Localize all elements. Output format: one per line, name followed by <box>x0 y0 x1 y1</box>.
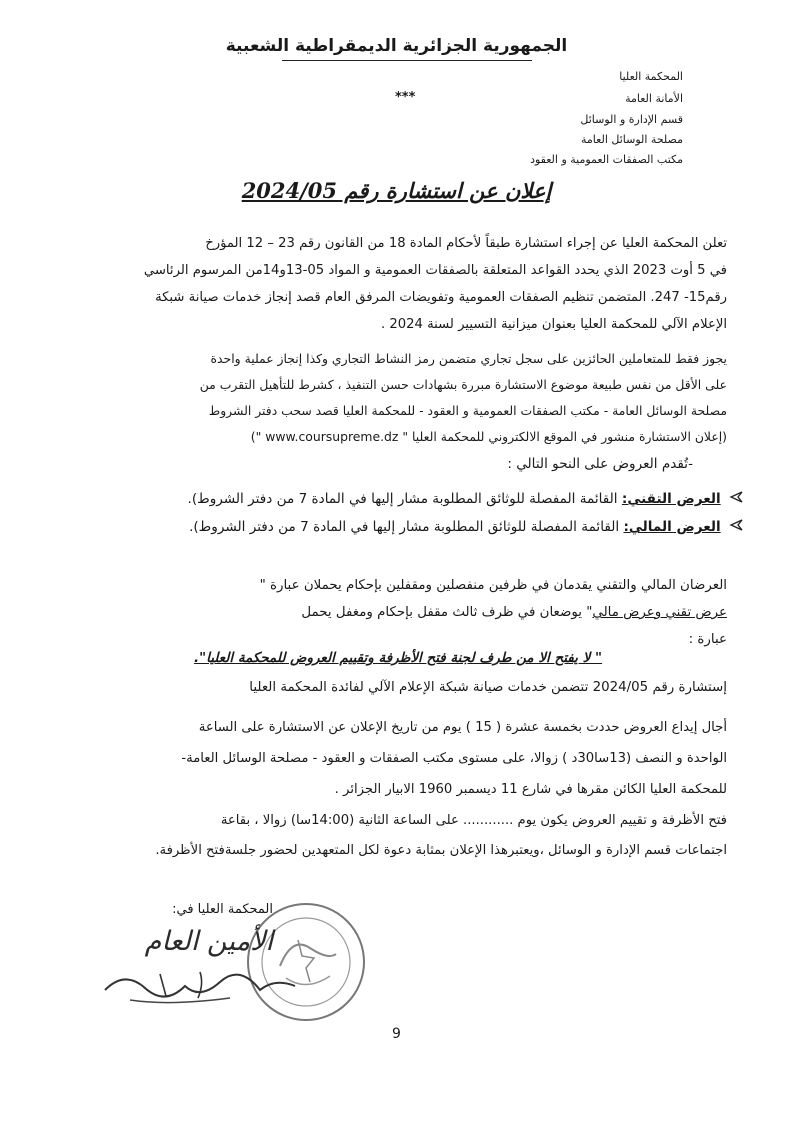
arrow-bullet-icon <box>725 514 743 540</box>
paragraph-3 <box>67 572 727 653</box>
paragraph-2 <box>67 346 727 450</box>
paragraph-2-line: (إعلان الاستشارة منشور في الموقع الالكتروني للمحكمة العليا " www.coursupreme.dz ") <box>250 429 727 444</box>
republic-title: الجمهورية الجزائرية الديمقراطية الشعبية <box>225 36 568 56</box>
paragraph-3-line: العرضان المالي والتقني يقدمان في ظرفين منفصلين ومقفلين بإحكام يحملان عبارة " <box>259 578 727 593</box>
org-line-service: مصلحة الوسائل العامة <box>581 133 683 146</box>
org-line-department: قسم الإدارة و الوسائل <box>580 113 683 126</box>
paragraph-4-line: الواحدة و النصف (13سا30د ) زوالا، على مستوى مكتب الصفقات و العقود - مصلحة الوسائل العامة- <box>181 751 727 766</box>
paragraph-1-line: تعلن المحكمة العليا عن إجراء استشارة طبقاً لأحكام المادة 18 من القانون رقم 23 – 12 المؤرخ <box>205 236 727 251</box>
announcement-title: إعلان عن استشارة رقم 2024/05 <box>241 178 552 203</box>
reference-line: إستشارة رقم 2024/05 تتضمن خدمات صيانة شبكة الإعلام الآلي لفائدة المحكمة العليا <box>249 680 727 695</box>
page-number: 9 <box>392 1026 401 1042</box>
technical-offer-item <box>43 486 743 512</box>
paragraph-1-line: في 5 أوت 2023 الذي يحدد القواعد المتعلقة بالصفقات العمومية و المواد 05-13و14من المرسوم الرئاسي <box>143 263 727 278</box>
signature-role: الأمين العام <box>144 926 273 957</box>
envelope-quote: " لا يفتح الا من طرف لجنة فتح الأظرفة وتقييم العروض للمحكمة العليا". <box>193 650 603 666</box>
envelope-label: عرض تقني وعرض مالي <box>592 605 727 620</box>
technical-offer-label: العرض التقني: <box>621 491 721 507</box>
signature-org: المحكمة العليا في: <box>172 902 273 917</box>
paragraph-3-line-rest: " يوضعان في ظرف ثالث مقفل بإحكام ومغفل يحمل <box>301 605 593 620</box>
paragraph-4-line: للمحكمة العليا الكائن مقرها في شارع 11 ديسمبر 1960 الابيار الجزائر . <box>334 782 727 797</box>
arrow-bullet-icon <box>725 486 743 512</box>
org-line-court: المحكمة العليا <box>619 70 683 83</box>
technical-offer-text: القائمة المفصلة للوثائق المطلوبة مشار إليها في المادة 7 من دفتر الشروط). <box>187 491 618 507</box>
paragraph-5 <box>67 806 727 866</box>
paragraph-2-line: على الأقل من نفس طبيعة موضوع الاستشارة مبررة بشهادات حسن التنفيذ ، كشرط للتأهيل التقرب من <box>199 377 727 392</box>
paragraph-1-line: رقم15- 247. المتضمن تنظيم الصفقات العمومية وتفويضات المرفق العام قصد إنجاز خدمات صيانة شبكة <box>155 290 727 305</box>
paragraph-5-line: فتح الأظرفة و تقييم العروض يكون يوم ............ على الساعة الثانية (14:00سا) زوالا ، بقاعة <box>220 813 727 828</box>
financial-offer-label: العرض المالي: <box>623 519 721 535</box>
financial-offer-text: القائمة المفصلة للوثائق المطلوبة مشار إليها في المادة 7 من دفتر الشروط). <box>189 519 620 535</box>
paragraph-5-line: اجتماعات قسم الإدارة و الوسائل ،ويعتبرهذا الإعلان بمثابة دعوة لكل المتعهدين لحضور جلسةفتح الأظرفة. <box>155 843 727 858</box>
paragraph-2-line: يجوز فقط للمتعاملين الحائزين على سجل تجاري متضمن رمز النشاط التجاري وكذا إنجاز عملية واحدة <box>210 351 727 366</box>
financial-offer-item <box>43 514 743 540</box>
paragraph-4-line: أجال إيداع العروض حددت بخمسة عشرة ( 15 ) يوم من تاريخ الإعلان عن الاستشارة على الساعة <box>198 720 727 735</box>
org-line-office: مكتب الصفقات العمومية و العقود <box>530 153 683 166</box>
paragraph-4 <box>67 712 727 805</box>
paragraph-1-line: الإعلام الآلي للمحكمة العليا بعنوان ميزانية التسيير لسنة 2024 . <box>380 317 727 332</box>
paragraph-3-line <box>67 599 727 626</box>
header-underline <box>282 60 532 61</box>
handwritten-signature-icon <box>100 960 300 1010</box>
org-line-secretariat: الأمانة العامة <box>625 92 683 105</box>
stars-separator: *** <box>395 90 416 105</box>
paragraph-3-line: عبارة : <box>688 632 727 647</box>
paragraph-2-line: مصلحة الوسائل العامة - مكتب الصفقات العمومية و العقود - للمحكمة العليا قصد سحب دفتر الشروط <box>208 403 727 418</box>
paragraph-1 <box>67 230 727 338</box>
offers-intro: -تُقدم العروض على النحو التالي : <box>507 456 693 472</box>
